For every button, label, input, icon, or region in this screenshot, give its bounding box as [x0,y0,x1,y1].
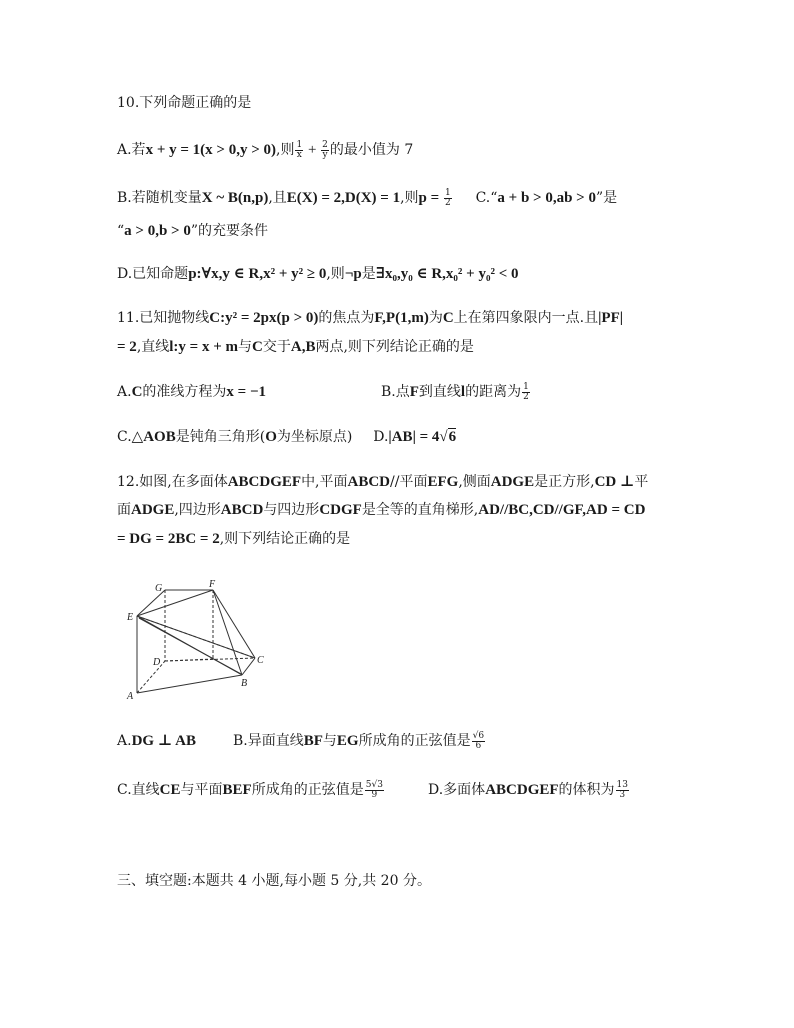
q12-stem-line3 [117,529,350,549]
math-expr: a > 0,b > 0 [124,223,191,239]
math-expr: C [252,339,263,355]
option-label: B.点 [381,384,410,400]
math-expr: x = −1 [226,384,267,400]
text: 的准线方程为 [142,384,227,400]
text: ”的充要条件 [190,223,269,239]
vertex-label-e: E [127,612,134,623]
math-expr: CDGF [319,502,362,518]
option-label: A. [117,384,132,400]
q11-option-b [381,382,531,402]
text: ”是 [595,190,618,206]
text: ,则 [400,190,419,206]
text: 所成角的正弦值是 [358,733,471,749]
text: 的距离为 [465,384,522,400]
vertex-label-b: B [241,678,248,689]
text: ,直线 [136,339,170,355]
text: 11.已知抛物线 [117,310,210,326]
q10-option-d [117,264,519,284]
math-expr: O [265,429,277,445]
math-op: + [304,142,321,158]
math-expr: ABCDGEF [227,474,302,490]
math-expr: △AOB [131,429,176,445]
math-expr: DG ⊥ AB [131,733,196,749]
math-expr: CD ⊥ [594,474,635,490]
option-label: D. [373,429,389,445]
text: ,四边形 [174,502,221,518]
q11-stem-line1 [117,308,623,328]
vertex-label-d: D [153,657,161,668]
text: 12.如图,在多面体 [117,474,228,490]
text: 的最小值为 7 [329,142,414,158]
math-expr: = 2 [117,339,137,355]
vertex-label-f: F [209,579,216,590]
q12-stem-line1 [117,472,648,492]
text: 面 [117,502,131,518]
math-expr: EFG [427,474,459,490]
math-expr: AD//BC,CD//GF,AD = CD [478,502,646,518]
fraction: $\frac{13}{3}$ [616,779,628,800]
math-expr: C [442,310,454,326]
math-expr: l [460,384,466,400]
option-label: B.异面直线 [233,733,304,749]
math-expr: ADGE [490,474,535,490]
math-expr: |PF| [598,310,624,326]
text: 上在第四象限内一点.且 [453,310,599,326]
text: 为坐标原点) [276,429,353,445]
math-expr: a + b > 0,ab > 0 [497,190,596,206]
q10-option-a [117,140,413,160]
math-expr: ABCD [220,502,264,518]
math-expr: x + y = 1(x > 0,y > 0) [145,142,276,158]
vertex-label-a: A [127,691,134,702]
text: “ [117,223,125,239]
section3-title: 三、填空题:本题共 4 小题,每小题 5 分,共 20 分。 [117,873,431,889]
math-expr: F [409,384,419,400]
option-label: C. [117,429,132,445]
fraction: $\frac{1}{x}$ [296,139,303,160]
text: 与 [238,339,253,355]
math-expr: BF [303,733,323,749]
q12-option-c [117,780,385,800]
text: 与四边形 [263,502,320,518]
math-expr: p = [418,190,443,206]
text: 是钝角三角形( [175,429,266,445]
option-label: B.若随机变量 [117,190,202,206]
text: 是正方形, [534,474,595,490]
math-expr: p:∀x,y ∈ R,x² + y² ≥ 0 [188,266,327,282]
fraction: $\frac{√6}{6}$ [472,730,485,751]
text: ,侧面 [458,474,491,490]
option-label: D.已知命题 [117,266,189,282]
text: ,则下列结论正确的是 [219,531,351,547]
text: 交于 [262,339,291,355]
text: //平面 [390,474,428,490]
math-expr: EG [336,733,359,749]
text: ,则 [276,142,295,158]
math-expr: ADGE [131,502,175,518]
text: 的体积为 [558,782,615,798]
text: 是全等的直角梯形, [361,502,479,518]
math-expr: CE [159,782,181,798]
option-label: C.“ [475,190,498,206]
text: 与平面 [180,782,223,798]
q11-option-a [117,382,266,402]
sqrt-radicand: 6 [448,429,457,445]
text: 到直线 [418,384,461,400]
math-expr: ¬p [344,266,362,282]
q10-option-c-cont [117,221,268,241]
q12-option-b [233,731,486,751]
q12-option-a [117,731,196,751]
q11-option-c-d [117,427,456,447]
option-label: C.直线 [117,782,160,798]
math-expr: = DG = 2BC = 2 [117,531,220,547]
math-expr: F,P(1,m) [374,310,429,326]
vertex-label-c: C [257,655,264,666]
sqrt-symbol: √ [439,429,448,445]
vertex-label-g: G [155,583,163,594]
q11-stem-line2 [117,337,474,357]
math-expr: A,B [290,339,316,355]
math-expr: C:y² = 2px(p > 0) [209,310,319,326]
q10-title: 10.下列命题正确的是 [117,95,252,111]
text: 的焦点为 [318,310,375,326]
fraction: $\frac{2}{y}$ [322,139,328,160]
fraction: $\frac{1}{2}$ [523,381,529,402]
math-expr: X ~ B(n,p) [201,190,269,206]
polyhedron-figure [117,575,277,705]
fraction: $\frac{1}{2}$ [444,187,451,208]
text: 所成角的正弦值是 [251,782,364,798]
math-expr: ABCDGEF [485,782,559,798]
math-expr: C [131,384,143,400]
text: 为 [428,310,443,326]
text: 是 [361,266,376,282]
text: ,且 [268,190,287,206]
math-expr: |AB| = 4 [388,429,440,445]
math-expr: BEF [222,782,252,798]
text: 与 [322,733,337,749]
text: ,则 [326,266,345,282]
math-expr: ∃x₀,y₀ ∈ R,x₀² + y₀² < 0 [375,266,519,282]
q12-stem-line2 [117,500,645,520]
math-expr: E(X) = 2,D(X) = 1 [286,190,401,206]
text: 平 [634,474,649,490]
option-label: D.多面体 [428,782,486,798]
option-label: A. [117,733,132,749]
option-label: A.若 [117,142,146,158]
text: 中,平面 [301,474,348,490]
q12-option-d [428,780,630,800]
fraction: $\frac{5√3}{9}$ [365,779,383,800]
math-expr: l:y = x + m [169,339,239,355]
text: 两点,则下列结论正确的是 [315,339,474,355]
math-expr: ABCD [347,474,391,490]
q10-option-b-c [117,188,617,208]
